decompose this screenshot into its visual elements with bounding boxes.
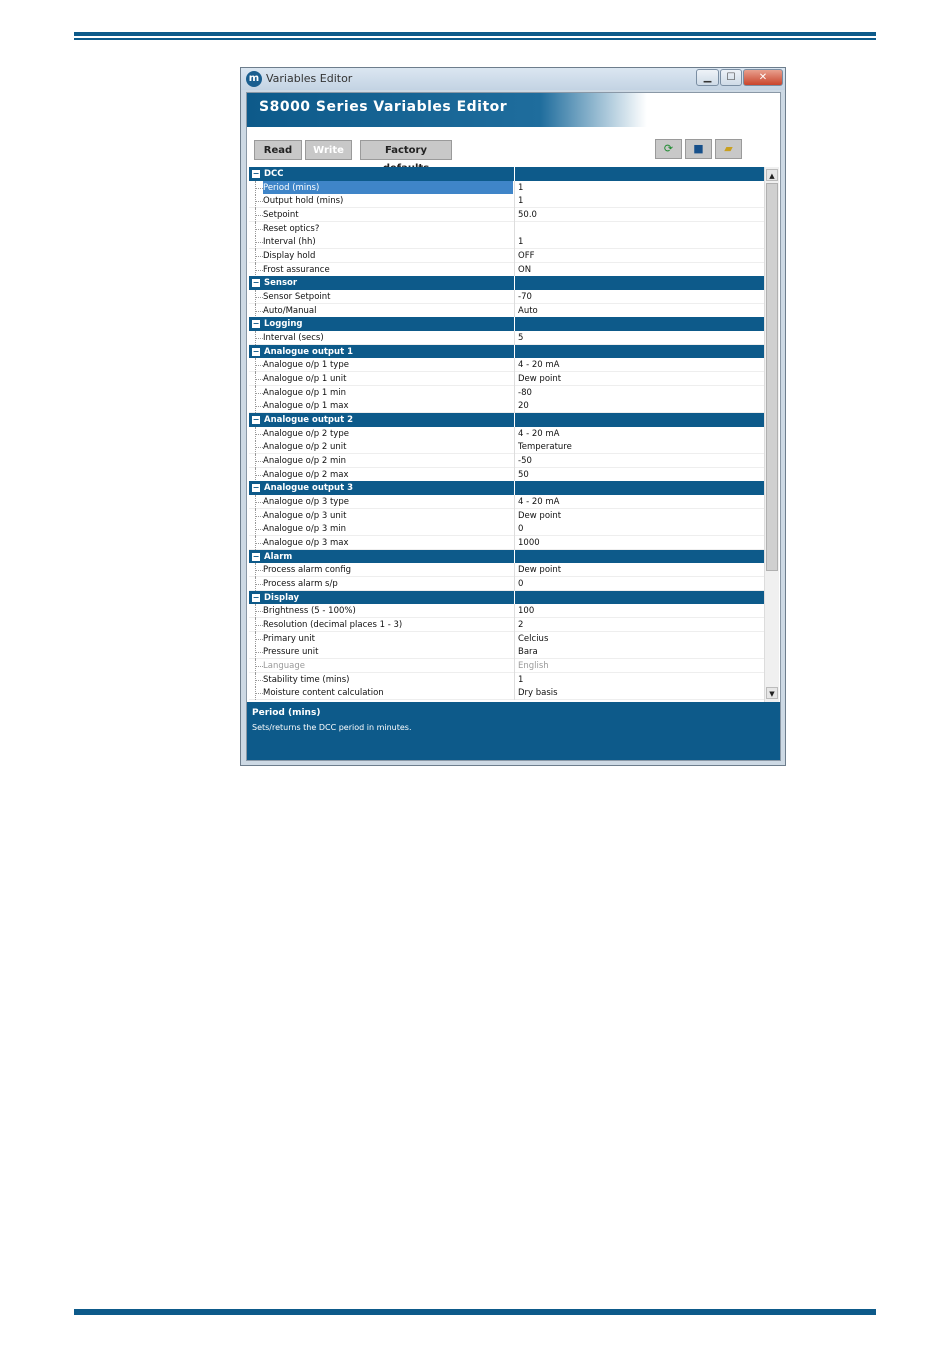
property-row[interactable] [249, 222, 764, 236]
property-value[interactable]: 50.0 [518, 210, 537, 220]
property-row[interactable] [249, 645, 764, 659]
tree-connector [255, 304, 263, 318]
section-header-label: Analogue output 1 [264, 346, 354, 357]
tree-connector [255, 290, 263, 304]
description-panel [247, 702, 780, 760]
property-row[interactable] [249, 358, 764, 372]
column-divider [514, 536, 515, 550]
tree-connector [255, 563, 263, 577]
property-row[interactable] [249, 686, 764, 700]
column-divider [514, 618, 515, 632]
tree-connector [255, 686, 263, 700]
property-row[interactable] [249, 618, 764, 632]
property-row[interactable] [249, 386, 764, 400]
property-row[interactable] [249, 468, 764, 482]
property-value[interactable]: 1000 [518, 538, 540, 549]
tree-connector [255, 509, 263, 523]
property-row[interactable] [249, 181, 764, 195]
section-header-label: DCC [264, 169, 284, 179]
property-value[interactable]: 0 [518, 524, 524, 535]
tree-connector [255, 454, 263, 468]
column-divider [514, 290, 515, 304]
property-value[interactable]: -80 [518, 387, 532, 398]
property-row[interactable] [249, 304, 764, 318]
property-value[interactable]: 5 [518, 333, 524, 344]
collapse-icon[interactable]: − [252, 319, 260, 329]
tree-connector [255, 645, 263, 659]
property-name: Process alarm s/p [263, 579, 338, 590]
tree-connector [255, 222, 263, 236]
column-divider [514, 331, 515, 345]
property-value[interactable]: 1 [518, 674, 524, 685]
section-header[interactable] [249, 481, 764, 495]
column-divider [514, 673, 515, 687]
title-bar[interactable] [241, 68, 785, 90]
property-row[interactable] [249, 208, 764, 222]
column-divider [514, 645, 515, 659]
tree-connector [255, 604, 263, 618]
column-divider [514, 399, 515, 413]
property-name: Language [263, 661, 305, 672]
tree-connector [255, 263, 263, 277]
property-value[interactable]: Dry basis [518, 688, 558, 699]
column-divider [514, 563, 515, 577]
collapse-icon[interactable]: − [252, 346, 260, 356]
tree-connector [255, 358, 263, 372]
property-name: Stability time (mins) [263, 674, 350, 685]
property-row[interactable] [249, 331, 764, 345]
property-name: Process alarm config [263, 565, 352, 576]
column-divider [514, 276, 515, 290]
property-row[interactable] [249, 509, 764, 523]
tree-connector [255, 536, 263, 550]
property-name: Analogue o/p 1 max [263, 401, 349, 412]
property-value[interactable]: 20 [518, 401, 529, 412]
section-header-label: Display [264, 592, 300, 603]
property-name: Reset optics? [263, 223, 320, 234]
column-divider [514, 304, 515, 318]
property-name: Brightness (5 - 100%) [263, 606, 356, 617]
tree-connector [255, 468, 263, 482]
property-row[interactable] [249, 563, 764, 577]
column-divider [514, 235, 515, 249]
collapse-icon[interactable]: − [252, 483, 260, 493]
section-header-label: Sensor [264, 278, 298, 289]
property-row[interactable] [249, 522, 764, 536]
tree-connector [255, 372, 263, 386]
tree-connector [255, 235, 263, 249]
tree-connector [255, 427, 263, 441]
app-banner [247, 93, 780, 127]
property-name: Analogue o/p 2 type [263, 428, 349, 439]
property-value[interactable]: 2 [518, 620, 524, 631]
property-name: Auto/Manual [263, 305, 317, 316]
page-header-rule-thin [74, 38, 876, 40]
section-header[interactable] [249, 276, 764, 290]
column-divider [514, 194, 515, 208]
property-name: Analogue o/p 3 max [263, 538, 349, 549]
column-divider [514, 249, 515, 263]
property-row[interactable] [249, 577, 764, 591]
property-value[interactable]: Temperature [518, 442, 572, 453]
section-header[interactable] [249, 167, 764, 181]
tree-connector [255, 632, 263, 646]
property-row[interactable] [249, 495, 764, 509]
section-header-label: Alarm [264, 551, 293, 562]
minimize-button[interactable]: ▁ [696, 69, 719, 86]
property-value[interactable]: Dew point [518, 374, 562, 385]
column-divider [514, 345, 515, 359]
property-value[interactable]: Bara [518, 647, 538, 658]
collapse-icon[interactable]: − [252, 592, 260, 602]
scroll-down-arrow-icon[interactable]: ▼ [766, 687, 778, 699]
read-button[interactable]: Read [254, 140, 302, 160]
column-divider [514, 372, 515, 386]
property-name: Setpoint [263, 210, 299, 220]
property-value[interactable]: 4 - 20 mA [518, 360, 560, 371]
property-name: Analogue o/p 1 unit [263, 374, 347, 385]
column-divider [514, 181, 515, 195]
section-header[interactable] [249, 317, 764, 331]
section-header[interactable] [249, 550, 764, 564]
column-divider [514, 386, 515, 400]
tree-connector [255, 659, 263, 673]
property-row[interactable] [249, 399, 764, 413]
property-row[interactable] [249, 604, 764, 618]
column-divider [514, 495, 515, 509]
window-title: Variables Editor [266, 72, 353, 85]
property-row[interactable] [249, 454, 764, 468]
property-row[interactable] [249, 290, 764, 304]
column-divider [514, 208, 515, 222]
property-value[interactable]: 100 [518, 606, 535, 617]
close-button[interactable]: ✕ [743, 69, 783, 86]
column-divider [514, 550, 515, 564]
property-name: Primary unit [263, 633, 316, 644]
property-name: Analogue o/p 2 min [263, 456, 346, 467]
collapse-icon[interactable]: − [252, 278, 260, 288]
property-row[interactable] [249, 427, 764, 441]
property-grid [249, 167, 764, 702]
factory-defaults-button[interactable]: Factory [360, 140, 452, 160]
property-row[interactable] [249, 249, 764, 263]
property-name: Analogue o/p 1 min [263, 387, 346, 398]
column-divider [514, 604, 515, 618]
property-value[interactable]: English [518, 661, 549, 672]
property-row[interactable] [249, 372, 764, 386]
property-name: Analogue o/p 2 max [263, 469, 349, 480]
property-name: Pressure unit [263, 647, 319, 658]
section-header[interactable] [249, 591, 764, 605]
property-row[interactable] [249, 673, 764, 687]
column-divider [514, 577, 515, 591]
property-value[interactable]: Dew point [518, 510, 562, 521]
app-logo-icon: m [246, 71, 262, 87]
column-divider [514, 686, 515, 700]
column-divider [514, 509, 515, 523]
scroll-up-arrow-icon[interactable]: ▲ [766, 169, 778, 181]
section-header-label: Analogue output 2 [264, 415, 354, 426]
property-value[interactable]: -70 [518, 292, 532, 303]
maximize-button[interactable]: ☐ [720, 69, 742, 86]
property-row[interactable] [249, 536, 764, 550]
section-header[interactable] [249, 413, 764, 427]
window-client-area [246, 92, 781, 761]
tree-connector [255, 618, 263, 632]
column-divider [514, 263, 515, 277]
property-value[interactable]: 0 [518, 579, 524, 590]
property-value[interactable]: OFF [518, 251, 535, 262]
vertical-scrollbar[interactable] [764, 167, 779, 702]
property-row[interactable] [249, 194, 764, 208]
column-divider [514, 413, 515, 427]
save-icon[interactable]: ■ [685, 139, 712, 159]
property-row[interactable] [249, 235, 764, 249]
property-name: Interval (hh) [263, 237, 316, 248]
property-row[interactable] [249, 263, 764, 277]
tree-connector [255, 194, 263, 208]
tree-connector [255, 249, 263, 263]
column-divider [514, 167, 515, 181]
column-divider [514, 591, 515, 605]
collapse-icon[interactable]: − [252, 415, 260, 425]
tree-connector [255, 440, 263, 454]
property-value[interactable]: Auto [518, 305, 538, 316]
page-header-rule [74, 32, 876, 36]
property-value[interactable]: 50 [518, 469, 529, 480]
toolbar [247, 127, 780, 167]
column-divider [514, 468, 515, 482]
column-divider [514, 358, 515, 372]
tree-connector [255, 386, 263, 400]
section-header-label: Logging [264, 319, 303, 330]
property-value[interactable]: Celcius [518, 633, 549, 644]
property-value[interactable]: -50 [518, 456, 532, 467]
property-value[interactable]: 1 [518, 196, 524, 207]
property-row[interactable] [249, 632, 764, 646]
tree-connector [255, 522, 263, 536]
description-text: Sets/returns the DCC period in minutes. [252, 723, 412, 732]
section-header-label: Analogue output 3 [264, 483, 354, 494]
property-name: Analogue o/p 3 min [263, 524, 346, 535]
property-value[interactable]: Dew point [518, 565, 562, 576]
column-divider [514, 440, 515, 454]
property-value[interactable]: 1 [518, 237, 524, 248]
tree-connector [255, 495, 263, 509]
property-row[interactable] [249, 659, 764, 673]
scroll-thumb[interactable] [766, 183, 778, 571]
property-name: Sensor Setpoint [263, 292, 331, 303]
column-divider [514, 659, 515, 673]
column-divider [514, 481, 515, 495]
collapse-icon[interactable]: − [252, 551, 260, 561]
property-name: Frost assurance [263, 264, 330, 275]
column-divider [514, 222, 515, 236]
refresh-icon[interactable]: ⟳ [655, 139, 682, 159]
open-folder-icon[interactable]: ▰ [715, 139, 742, 159]
property-name: Display hold [263, 251, 316, 262]
section-header[interactable] [249, 345, 764, 359]
tree-connector [255, 399, 263, 413]
property-name: Analogue o/p 2 unit [263, 442, 347, 453]
property-name: Interval (secs) [263, 333, 324, 344]
property-name: Analogue o/p 3 type [263, 497, 349, 508]
column-divider [514, 427, 515, 441]
tree-connector [255, 181, 263, 195]
collapse-icon[interactable]: − [252, 169, 260, 178]
description-title: Period (mins) [252, 708, 321, 718]
property-name: Analogue o/p 3 unit [263, 510, 347, 521]
property-value[interactable]: ON [518, 264, 532, 275]
property-name: Resolution (decimal places 1 - 3) [263, 620, 403, 631]
tree-connector [255, 208, 263, 222]
tree-connector [255, 673, 263, 687]
column-divider [514, 632, 515, 646]
tree-connector [255, 331, 263, 345]
property-name: Period (mins) [263, 181, 513, 195]
property-value[interactable]: 4 - 20 mA [518, 497, 560, 508]
page-footer-rule [74, 1309, 876, 1315]
tree-connector [255, 577, 263, 591]
property-row[interactable] [249, 440, 764, 454]
banner-title: S8000 Series Variables Editor [259, 99, 508, 115]
property-value[interactable]: 1 [518, 182, 524, 193]
column-divider [514, 522, 515, 536]
property-value[interactable]: 4 - 20 mA [518, 428, 560, 439]
column-divider [514, 317, 515, 331]
column-divider [514, 454, 515, 468]
property-name: Analogue o/p 1 type [263, 360, 349, 371]
write-button[interactable]: Write [305, 140, 352, 160]
property-name: Output hold (mins) [263, 196, 344, 207]
variables-editor-window [240, 67, 786, 766]
property-name: Moisture content calculation [263, 688, 384, 699]
